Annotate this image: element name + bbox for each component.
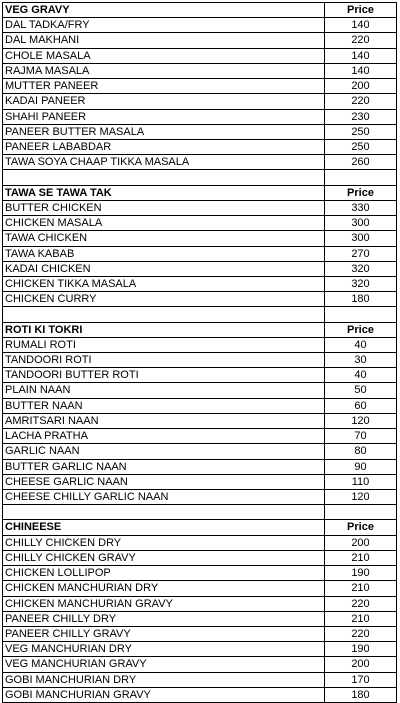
item-price: 220	[325, 33, 397, 48]
table-row	[3, 627, 397, 642]
item-name: GARLIC NAAN	[3, 444, 325, 459]
item-name: DAL MAKHANI	[3, 33, 325, 48]
item-price: 230	[325, 110, 397, 125]
item-name: CHICKEN MANCHURIAN GRAVY	[3, 597, 325, 612]
item-name: AMRITSARI NAAN	[3, 414, 325, 429]
item-name: VEG MANCHURIAN GRAVY	[3, 657, 325, 672]
table-row	[3, 94, 397, 109]
section-header-row	[3, 3, 397, 18]
item-name: PANEER LABABDAR	[3, 140, 325, 155]
item-price: 190	[325, 566, 397, 581]
price-column-header: Price	[325, 186, 397, 201]
table-row	[3, 125, 397, 140]
menu-table	[2, 2, 397, 703]
table-row	[3, 262, 397, 277]
spacer-cell	[325, 170, 397, 185]
item-price: 180	[325, 292, 397, 307]
item-name: PANEER CHILLY GRAVY	[3, 627, 325, 642]
item-name: CHICKEN MASALA	[3, 216, 325, 231]
table-row	[3, 18, 397, 33]
table-row	[3, 383, 397, 398]
item-price: 270	[325, 247, 397, 262]
table-row	[3, 581, 397, 596]
item-name: RUMALI ROTI	[3, 338, 325, 353]
item-name: CHEESE CHILLY GARLIC NAAN	[3, 490, 325, 505]
table-row	[3, 247, 397, 262]
item-name: CHEESE GARLIC NAAN	[3, 475, 325, 490]
price-column-header: Price	[325, 323, 397, 338]
table-row	[3, 475, 397, 490]
spacer-row	[3, 170, 397, 185]
item-name: TANDOORI BUTTER ROTI	[3, 368, 325, 383]
table-row	[3, 201, 397, 216]
table-row	[3, 338, 397, 353]
item-price: 70	[325, 429, 397, 444]
table-row	[3, 277, 397, 292]
item-price: 120	[325, 490, 397, 505]
item-name: CHILLY CHICKEN GRAVY	[3, 551, 325, 566]
item-price: 120	[325, 414, 397, 429]
table-row	[3, 79, 397, 94]
table-row	[3, 429, 397, 444]
item-price: 210	[325, 551, 397, 566]
item-name: TAWA KABAB	[3, 247, 325, 262]
section-title: VEG GRAVY	[3, 3, 325, 18]
table-row	[3, 110, 397, 125]
item-price: 80	[325, 444, 397, 459]
table-row	[3, 231, 397, 246]
item-name: BUTTER GARLIC NAAN	[3, 460, 325, 475]
item-price: 220	[325, 597, 397, 612]
item-name: BUTTER CHICKEN	[3, 201, 325, 216]
table-row	[3, 566, 397, 581]
table-row	[3, 688, 397, 703]
item-price: 330	[325, 201, 397, 216]
price-column-header: Price	[325, 3, 397, 18]
table-row	[3, 612, 397, 627]
item-name: DAL TADKA/FRY	[3, 18, 325, 33]
item-price: 190	[325, 642, 397, 657]
table-row	[3, 368, 397, 383]
table-row	[3, 33, 397, 48]
item-name: VEG MANCHURIAN DRY	[3, 642, 325, 657]
item-price: 180	[325, 688, 397, 703]
item-price: 40	[325, 338, 397, 353]
item-price: 200	[325, 657, 397, 672]
item-name: KADAI PANEER	[3, 94, 325, 109]
table-row	[3, 597, 397, 612]
item-name: GOBI MANCHURIAN GRAVY	[3, 688, 325, 703]
item-price: 300	[325, 216, 397, 231]
table-row	[3, 536, 397, 551]
item-price: 50	[325, 383, 397, 398]
item-price: 300	[325, 231, 397, 246]
table-row	[3, 353, 397, 368]
section-title: ROTI KI TOKRI	[3, 323, 325, 338]
spacer-cell	[3, 505, 325, 520]
item-name: SHAHI PANEER	[3, 110, 325, 125]
item-price: 110	[325, 475, 397, 490]
item-name: TAWA CHICKEN	[3, 231, 325, 246]
item-name: CHICKEN LOLLIPOP	[3, 566, 325, 581]
table-row	[3, 673, 397, 688]
item-name: LACHA PRATHA	[3, 429, 325, 444]
item-price: 220	[325, 627, 397, 642]
item-price: 40	[325, 368, 397, 383]
table-row	[3, 490, 397, 505]
item-price: 320	[325, 262, 397, 277]
item-price: 320	[325, 277, 397, 292]
table-row	[3, 64, 397, 79]
price-column-header: Price	[325, 520, 397, 535]
item-name: MUTTER PANEER	[3, 79, 325, 94]
table-row	[3, 414, 397, 429]
item-price: 170	[325, 673, 397, 688]
table-row	[3, 399, 397, 414]
item-price: 220	[325, 94, 397, 109]
item-name: TAWA SOYA CHAAP TIKKA MASALA	[3, 155, 325, 170]
table-row	[3, 460, 397, 475]
table-row	[3, 444, 397, 459]
item-name: CHOLE MASALA	[3, 49, 325, 64]
table-row	[3, 155, 397, 170]
spacer-row	[3, 307, 397, 322]
item-price: 200	[325, 79, 397, 94]
item-name: TANDOORI ROTI	[3, 353, 325, 368]
item-name: CHICKEN CURRY	[3, 292, 325, 307]
item-name: PANEER CHILLY DRY	[3, 612, 325, 627]
item-price: 140	[325, 49, 397, 64]
section-title: TAWA SE TAWA TAK	[3, 186, 325, 201]
item-name: CHICKEN MANCHURIAN DRY	[3, 581, 325, 596]
item-name: CHICKEN TIKKA MASALA	[3, 277, 325, 292]
table-row	[3, 216, 397, 231]
item-price: 260	[325, 155, 397, 170]
spacer-row	[3, 505, 397, 520]
item-name: RAJMA MASALA	[3, 64, 325, 79]
table-row	[3, 49, 397, 64]
item-price: 90	[325, 460, 397, 475]
item-price: 210	[325, 581, 397, 596]
item-price: 200	[325, 536, 397, 551]
table-row	[3, 292, 397, 307]
item-price: 140	[325, 64, 397, 79]
table-row	[3, 551, 397, 566]
item-name: GOBI MANCHURIAN DRY	[3, 673, 325, 688]
item-price: 140	[325, 18, 397, 33]
table-row	[3, 140, 397, 155]
section-header-row	[3, 520, 397, 535]
item-name: PLAIN NAAN	[3, 383, 325, 398]
item-price: 250	[325, 125, 397, 140]
table-row	[3, 657, 397, 672]
spacer-cell	[3, 170, 325, 185]
item-price: 210	[325, 612, 397, 627]
section-title: CHINEESE	[3, 520, 325, 535]
item-name: CHILLY CHICKEN DRY	[3, 536, 325, 551]
item-price: 30	[325, 353, 397, 368]
item-name: BUTTER NAAN	[3, 399, 325, 414]
item-price: 250	[325, 140, 397, 155]
item-name: KADAI CHICKEN	[3, 262, 325, 277]
section-header-row	[3, 186, 397, 201]
spacer-cell	[325, 505, 397, 520]
section-header-row	[3, 323, 397, 338]
spacer-cell	[325, 307, 397, 322]
item-name: PANEER BUTTER MASALA	[3, 125, 325, 140]
spacer-cell	[3, 307, 325, 322]
item-price: 60	[325, 399, 397, 414]
table-row	[3, 642, 397, 657]
